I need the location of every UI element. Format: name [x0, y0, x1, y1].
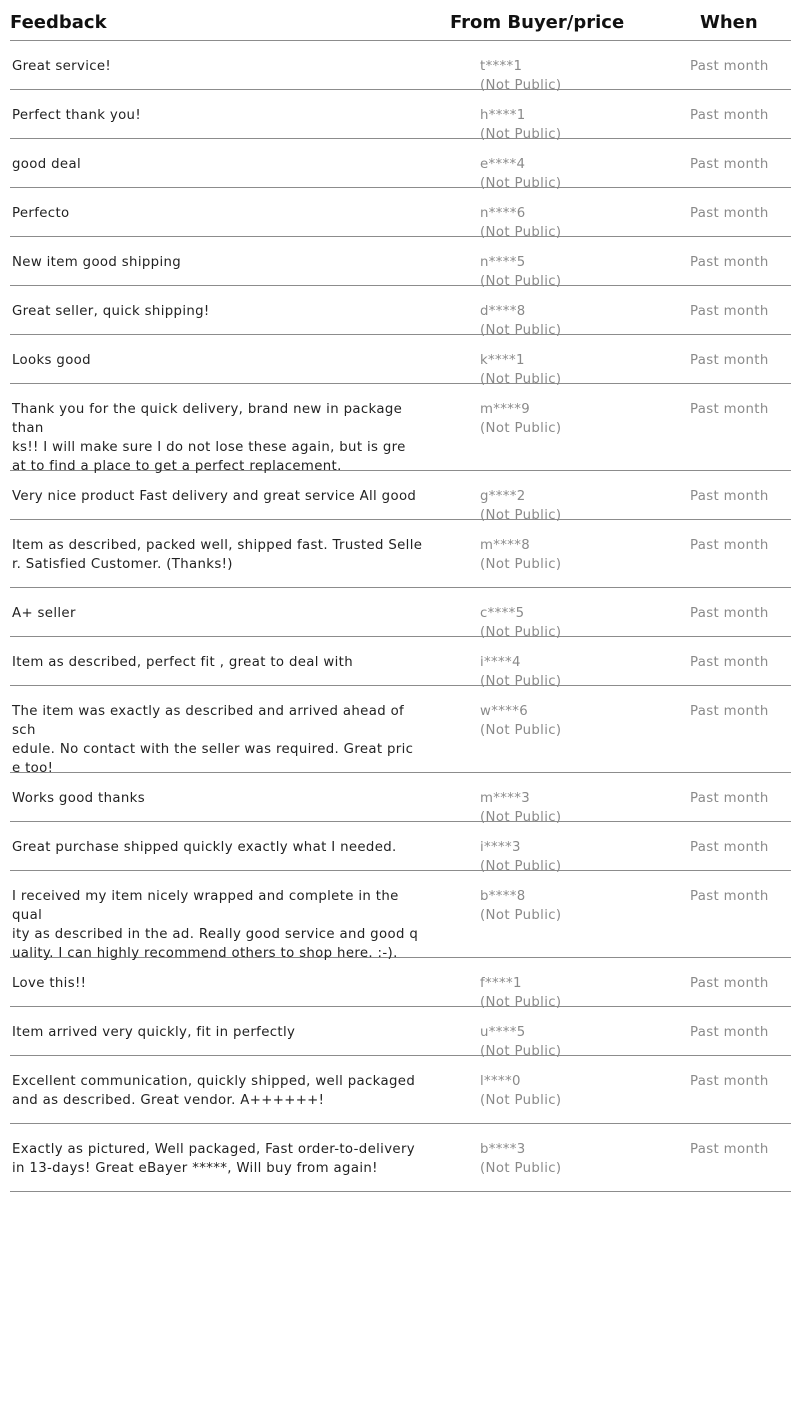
buyer-visibility: (Not Public)	[480, 225, 562, 240]
buyer-name: m****3	[480, 791, 531, 806]
buyer-visibility: (Not Public)	[480, 127, 562, 142]
buyer-visibility: (Not Public)	[480, 859, 562, 874]
buyer-name: c****5	[480, 606, 525, 621]
feedback-comment: Very nice product Fast delivery and great service All good	[12, 489, 417, 504]
buyer-cell	[480, 1140, 561, 1178]
buyer-name: d****8	[480, 304, 526, 319]
buyer-name: f****1	[480, 976, 522, 991]
table-row	[10, 520, 791, 588]
buyer-visibility: (Not Public)	[480, 908, 562, 923]
feedback-when: Past month	[690, 606, 769, 621]
buyer-visibility: (Not Public)	[480, 176, 562, 191]
feedback-when: Past month	[690, 1025, 769, 1040]
table-row	[10, 773, 791, 825]
table-row	[10, 41, 791, 93]
buyer-visibility: (Not Public)	[480, 723, 562, 738]
buyer-visibility: (Not Public)	[480, 625, 562, 640]
table-row	[10, 139, 791, 191]
feedback-comment: Perfecto	[12, 206, 70, 221]
table-row	[10, 471, 791, 523]
buyer-visibility: (Not Public)	[480, 274, 562, 289]
table-row	[10, 822, 791, 874]
feedback-when: Past month	[690, 655, 769, 670]
buyer-visibility: (Not Public)	[480, 508, 562, 523]
feedback-when: Past month	[690, 59, 769, 74]
feedback-comment: Item arrived very quickly, fit in perfectly	[12, 1025, 296, 1040]
buyer-visibility: (Not Public)	[480, 995, 562, 1010]
table-row	[10, 286, 791, 338]
feedback-comment: Looks good	[12, 353, 91, 368]
buyer-name: w****6	[480, 704, 529, 719]
buyer-visibility: (Not Public)	[480, 1161, 562, 1176]
table-row	[10, 335, 791, 387]
feedback-comment: Works good thanks	[12, 791, 145, 806]
feedback-when: Past month	[690, 889, 769, 904]
feedback-comment: Exactly as pictured, Well packaged, Fast order-to-delivery in 13-days! Great eBayer *****, Will buy from again!	[12, 1142, 415, 1176]
buyer-cell	[480, 536, 561, 574]
buyer-name: n****6	[480, 206, 526, 221]
feedback-comment: I received my item nicely wrapped and complete in the qual ity as described in the ad. Really good service and good q uality. I can highly recommend others to shop here. :-).	[12, 889, 419, 961]
feedback-when: Past month	[690, 489, 769, 504]
table-row	[10, 188, 791, 240]
buyer-cell	[480, 887, 561, 925]
feedback-when: Past month	[690, 206, 769, 221]
table-row	[10, 958, 791, 1010]
table-row	[10, 384, 791, 474]
buyer-name: l****0	[480, 1074, 521, 1089]
feedback-comment: good deal	[12, 157, 81, 172]
buyer-cell	[480, 1072, 561, 1110]
feedback-comment: A+ seller	[12, 606, 76, 621]
buyer-name: k****1	[480, 353, 525, 368]
feedback-when: Past month	[690, 304, 769, 319]
column-header-when: When	[700, 12, 758, 33]
feedback-when: Past month	[690, 402, 769, 417]
table-row	[10, 686, 791, 776]
table-row	[10, 1124, 791, 1192]
buyer-name: g****2	[480, 489, 526, 504]
buyer-visibility: (Not Public)	[480, 674, 562, 689]
feedback-when: Past month	[690, 538, 769, 553]
buyer-visibility: (Not Public)	[480, 1044, 562, 1059]
table-header	[10, 0, 791, 41]
feedback-when: Past month	[690, 108, 769, 123]
buyer-visibility: (Not Public)	[480, 1093, 562, 1108]
feedback-when: Past month	[690, 255, 769, 270]
feedback-comment: Excellent communication, quickly shipped, well packaged and as described. Great vendor. A++++++!	[12, 1074, 416, 1108]
feedback-table	[10, 0, 791, 1192]
buyer-name: i****3	[480, 840, 521, 855]
column-header-buyer-price: From Buyer/price	[450, 12, 625, 33]
buyer-name: m****8	[480, 538, 531, 553]
buyer-name: t****1	[480, 59, 523, 74]
buyer-visibility: (Not Public)	[480, 323, 562, 338]
buyer-visibility: (Not Public)	[480, 557, 562, 572]
buyer-visibility: (Not Public)	[480, 78, 562, 93]
feedback-when: Past month	[690, 704, 769, 719]
buyer-name: e****4	[480, 157, 526, 172]
feedback-comment: Thank you for the quick delivery, brand new in package than ks!! I will make sure I do not lose these again, but is gre at to find a place to get a perfect replacement.	[12, 402, 406, 474]
feedback-comment: Perfect thank you!	[12, 108, 142, 123]
feedback-when: Past month	[690, 353, 769, 368]
buyer-name: b****8	[480, 889, 526, 904]
table-row	[10, 588, 791, 640]
feedback-comment: Item as described, perfect fit , great to deal with	[12, 655, 354, 670]
feedback-when: Past month	[690, 840, 769, 855]
buyer-visibility: (Not Public)	[480, 372, 562, 387]
feedback-comment: Great service!	[12, 59, 112, 74]
table-row	[10, 637, 791, 689]
buyer-name: n****5	[480, 255, 526, 270]
feedback-comment: Great seller, quick shipping!	[12, 304, 210, 319]
buyer-cell	[480, 400, 561, 438]
feedback-comment: Item as described, packed well, shipped fast. Trusted Selle r. Satisfied Customer. (Thanks!)	[12, 538, 423, 572]
feedback-when: Past month	[690, 1074, 769, 1089]
feedback-when: Past month	[690, 791, 769, 806]
table-row	[10, 871, 791, 961]
table-row	[10, 237, 791, 289]
table-row	[10, 1056, 791, 1124]
buyer-name: h****1	[480, 108, 526, 123]
feedback-when: Past month	[690, 976, 769, 991]
buyer-name: i****4	[480, 655, 521, 670]
buyer-name: m****9	[480, 402, 531, 417]
buyer-name: b****3	[480, 1142, 526, 1157]
table-row	[10, 90, 791, 142]
feedback-comment: Great purchase shipped quickly exactly what I needed.	[12, 840, 397, 855]
buyer-visibility: (Not Public)	[480, 810, 562, 825]
buyer-name: u****5	[480, 1025, 526, 1040]
feedback-when: Past month	[690, 157, 769, 172]
feedback-rows	[10, 41, 791, 1192]
feedback-comment: Love this!!	[12, 976, 87, 991]
feedback-comment: The item was exactly as described and arrived ahead of sch edule. No contact with the seller was required. Great pric e too!	[12, 704, 414, 776]
table-row	[10, 1007, 791, 1059]
column-header-feedback: Feedback	[10, 12, 107, 33]
buyer-visibility: (Not Public)	[480, 421, 562, 436]
feedback-when: Past month	[690, 1142, 769, 1157]
feedback-comment: New item good shipping	[12, 255, 182, 270]
buyer-cell	[480, 702, 561, 740]
